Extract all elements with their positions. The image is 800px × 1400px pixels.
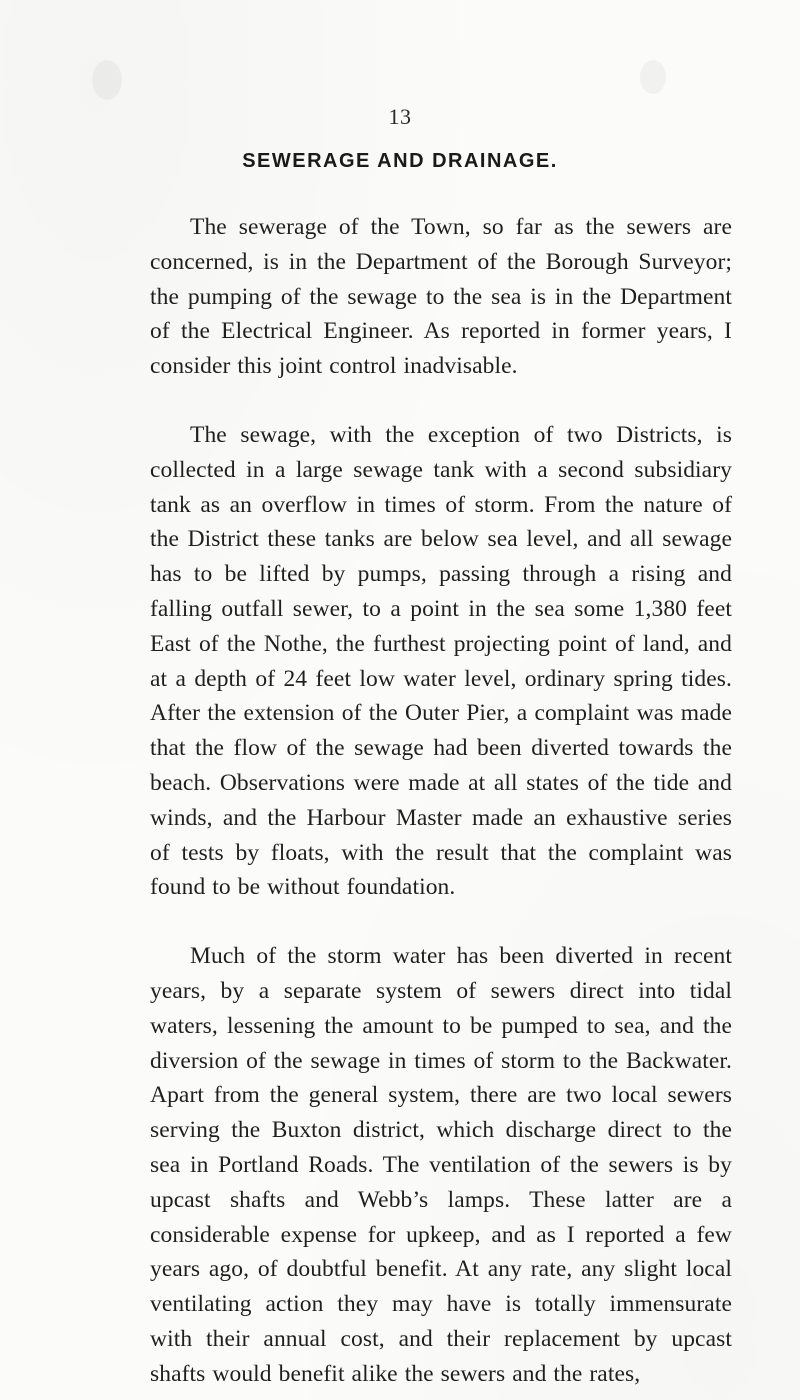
paper-smudge [92, 60, 122, 100]
paragraph-3: Much of the storm water has been diverted in recent years, by a separate system of sewers direct into tidal waters, lessening the amount to be pumped to sea, and the diversion of the sewage in times of storm to the Backwater. Apart from the general system, there are two local sewers serving the Buxton district, which discharge direct to the sea in Portland Roads. The ventilation of the sewers is by upcast shafts and Webb’s lamps. These latter are a considerable expense for upkeep, and as I reported a few years ago, of doubtful benefit. At any rate, any slight local ventilating action they may have is totally immensurate with their annual cost, and their replacement by upcast shafts would benefit alike the sewers and the rates, [150, 943, 732, 1387]
section-heading: SEWERAGE AND DRAINAGE. [242, 150, 558, 172]
paragraph-1: The sewerage of the Town, so far as the sewers are concerned, is in the Department of the Borough Surveyor; the pumping of the sewage to the sea is in the Department of the Electrical Engineer. As reported in former years, I consider this joint control inadvisable. [150, 214, 732, 380]
paper-smudge [640, 60, 666, 94]
body-text [150, 210, 732, 1392]
page-number: 13 [388, 104, 412, 129]
paragraph-2: The sewage, with the exception of two Districts, is collected in a large sewage tank with a second subsidiary tank as an overflow in times of storm. From the nature of the District these tanks are below sea level, and all sewage has to be lifted by pumps, passing through a rising and falling outfall sewer, to a point in the sea some 1,380 feet East of the Nothe, the furthest projecting point of land, and at a depth of 24 feet low water level, ordinary spring tides. After the extension of the Outer Pier, a complaint was made that the flow of the sewage had been diverted towards the beach. Observations were made at all states of the tide and winds, and the Harbour Master made an exhaustive series of tests by floats, with the result that the complaint was found to be without foundation. [150, 421, 732, 901]
